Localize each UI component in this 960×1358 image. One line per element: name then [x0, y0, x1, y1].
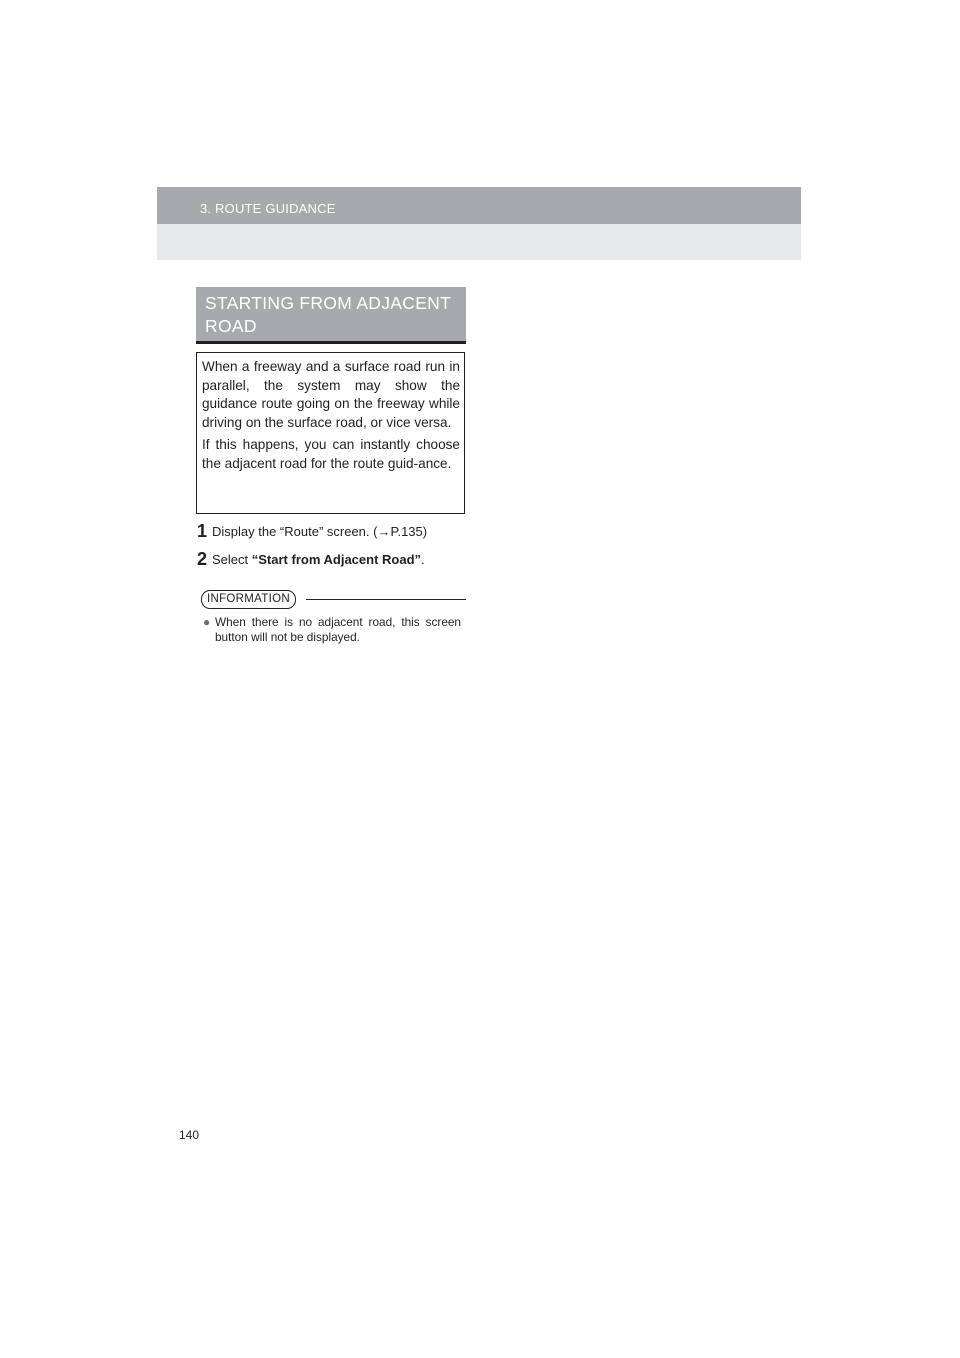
step-2-button-name: “Start from Adjacent Road” [251, 552, 422, 567]
step-1 [197, 522, 427, 541]
step-2-prefix: Select [212, 552, 252, 567]
step-2-suffix: . [421, 552, 425, 567]
header-subband [157, 224, 801, 260]
information-label: INFORMATION [201, 590, 296, 609]
information-item-text: When there is no adjacent road, this screen button will not be displayed. [215, 615, 461, 644]
intro-paragraph-1: When a freeway and a surface road run in parallel, the system may show the guidance route going on the freeway while driving on the surface road, or vice versa. [202, 359, 460, 430]
section-heading: STARTING FROM ADJACENT ROAD [205, 293, 451, 336]
information-rule [306, 599, 466, 600]
page-number: 140 [179, 1128, 200, 1142]
step-1-text: Display the “Route” screen. (→P.135) [212, 524, 428, 539]
step-2-number: 2 [197, 549, 208, 569]
intro-paragraph-2: If this happens, you can instantly choose the adjacent road for the route guid-ance. [202, 437, 460, 471]
step-1-number: 1 [197, 521, 208, 541]
intro-box [196, 352, 465, 514]
section-heading-box [196, 287, 466, 344]
bullet-icon: ● [203, 615, 211, 629]
step-2 [197, 550, 425, 569]
information-item [203, 615, 461, 645]
chapter-section-label: 3. ROUTE GUIDANCE [200, 201, 336, 216]
